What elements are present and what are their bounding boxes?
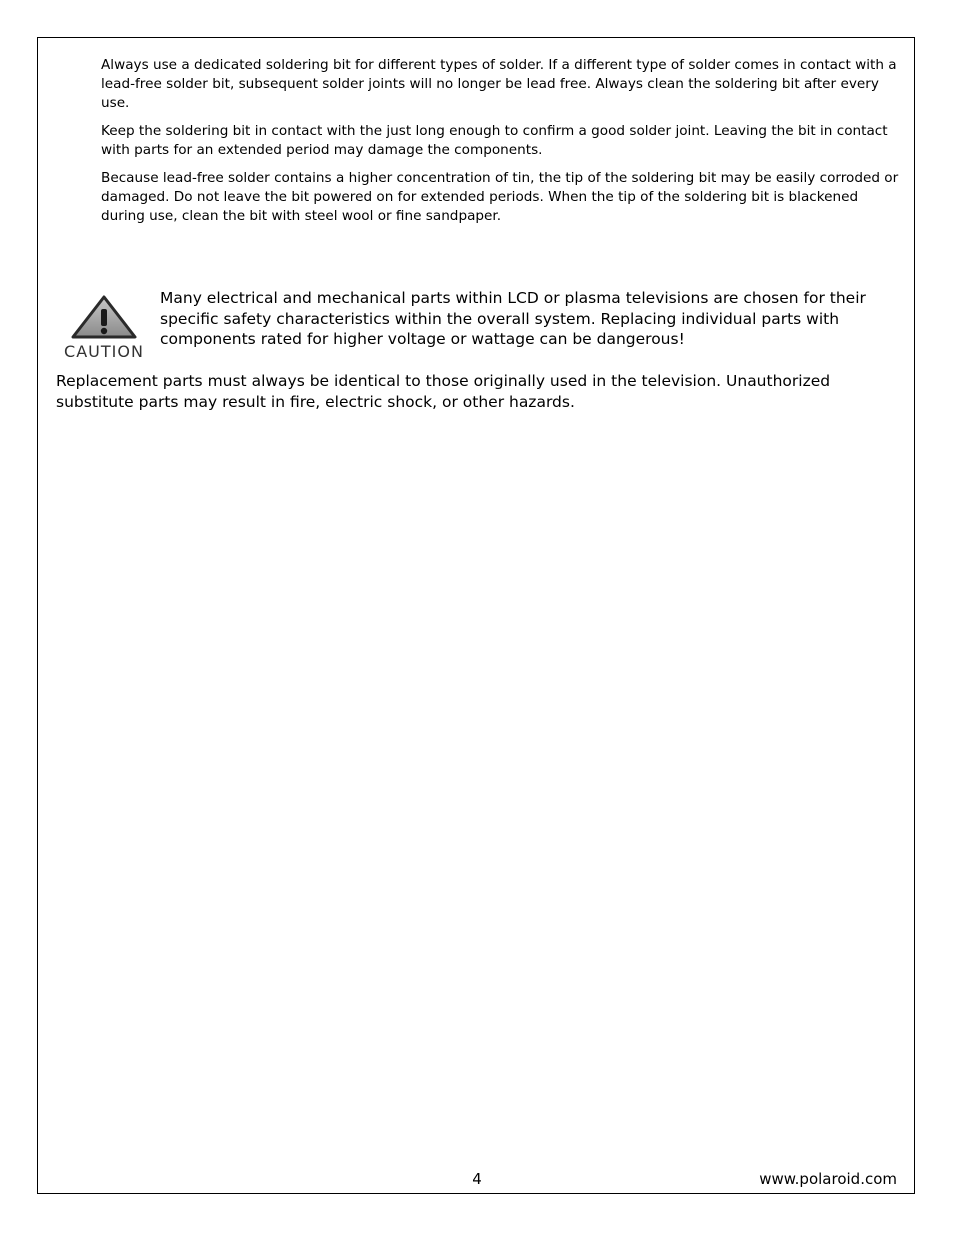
caution-label: CAUTION bbox=[64, 342, 144, 361]
page-number: 4 bbox=[472, 1170, 482, 1188]
contact-time-paragraph: Keep the soldering bit in contact with the just long enough to confirm a good solder joint. Leaving the bit in contact with parts for an extended period may damage the components. bbox=[101, 123, 888, 158]
replacement-notice: Replacement parts must always be identical to those originally used in the television. Unauthorized substitute parts may result in fire, electric shock, or other hazards. bbox=[56, 372, 831, 411]
solder-bit-paragraph: Always use a dedicated soldering bit for different types of solder. If a different type of solder comes in contact with a lead-free solder bit, subsequent solder joints will no longer be lead free. Always clean the soldering bit after every use. bbox=[101, 57, 897, 111]
tin-corrosion-paragraph: Because lead-free solder contains a higher concentration of tin, the tip of the soldering bit may be easily corroded or damaged. Do not leave the bit powered on for extended periods. When the tip of the soldering bit is blackened during use, clean the bit with steel wool or fine sandpaper. bbox=[101, 170, 899, 224]
caution-text: Many electrical and mechanical parts within LCD or plasma televisions are chosen for their specific safety characteristics within the overall system. Replacing individual parts with components rated for higher voltage or wattage can be dangerous! bbox=[160, 289, 866, 348]
caution-block bbox=[58, 290, 150, 362]
warning-triangle-icon bbox=[69, 294, 139, 340]
website-link[interactable]: www.polaroid.com bbox=[759, 1170, 897, 1188]
